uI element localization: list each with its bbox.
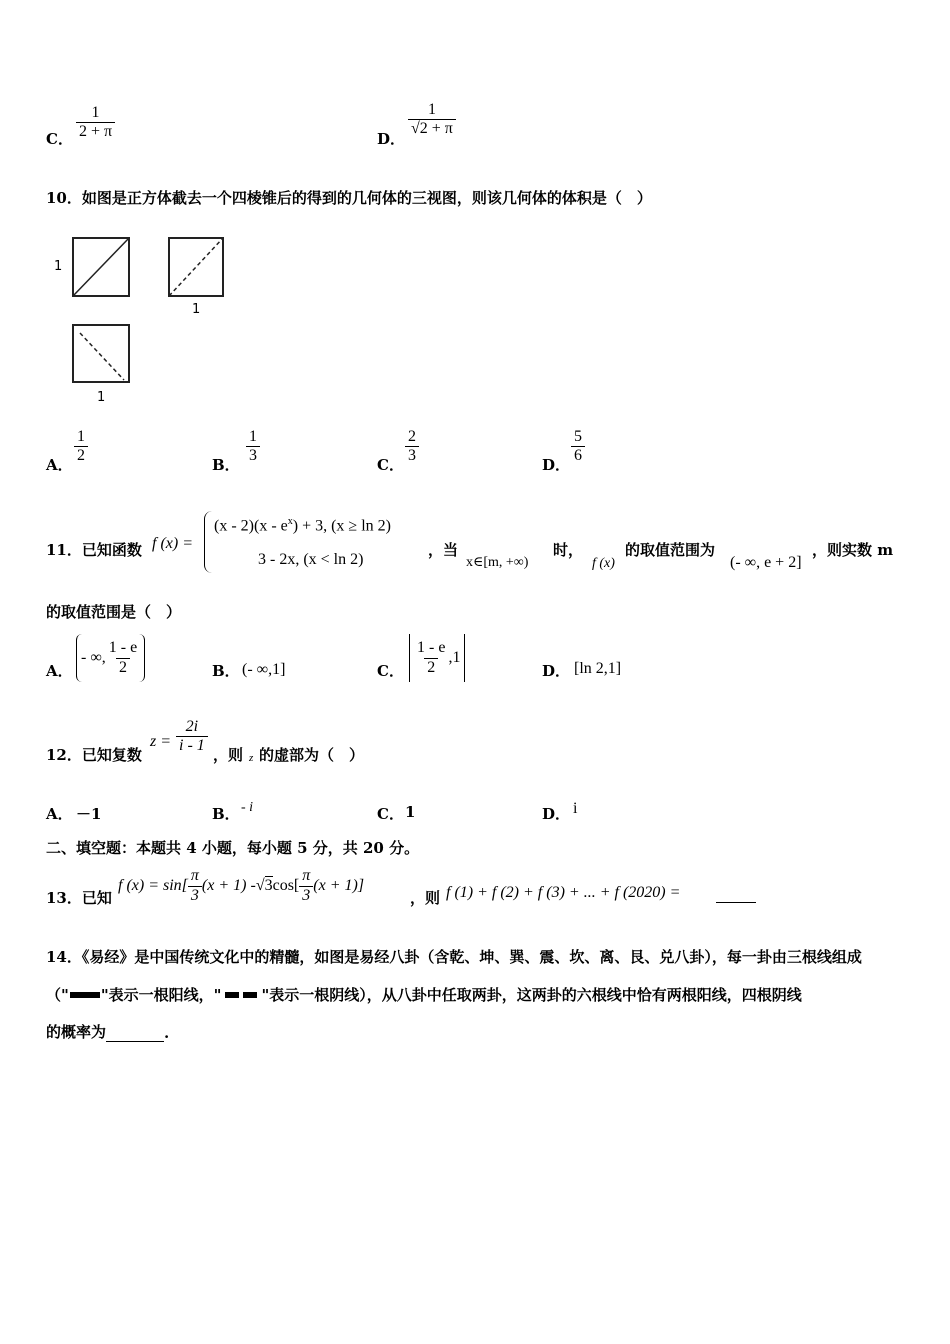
q11-function-name: f (x) = [152, 535, 193, 552]
q10-b-num: 1 [249, 428, 257, 445]
q13-answer-blank[interactable] [716, 902, 756, 903]
q10-d-den: 6 [571, 446, 585, 465]
q13-formula [118, 864, 364, 908]
front-view-diagonal [73, 238, 129, 296]
q11-range: (- ∞, e + 2] [730, 554, 802, 571]
q10-option-a-fraction [74, 428, 88, 466]
q13-pi-over-3-b: $\frac{\pi}{3}$ [299, 867, 313, 905]
q10-option-a-label: A． [46, 456, 73, 474]
q13-sum: f (1) + f (2) + f (3) + ... + f (2020) = [446, 884, 681, 901]
q9-option-d-fraction [408, 101, 456, 139]
q11-option-a-label: A． [46, 662, 73, 680]
q12-option-a-value: －1 [76, 805, 102, 823]
side-view-square [169, 238, 223, 296]
q11-tail: ，则实数 m [812, 541, 894, 559]
piecewise-brace [204, 511, 213, 573]
side-view-dimension: 1 [192, 302, 201, 317]
q12-fraction [176, 718, 208, 756]
q11-option-c-interval [409, 634, 465, 682]
q11-line2: 的取值范围是（ ） [46, 603, 182, 621]
q13-mid: (x + 1) - [201, 877, 256, 894]
q11-c-post: ,1 [448, 649, 461, 666]
q10-b-den: 3 [246, 446, 260, 465]
q9-c-denominator: 2 + π [76, 122, 115, 141]
q11-time: 时， [553, 541, 584, 559]
top-view-dashed-diagonal [80, 333, 124, 380]
q10-option-b-fraction [246, 428, 260, 466]
q9-c-numerator: 1 [91, 104, 100, 121]
q11-option-b-value: (- ∞,1] [242, 661, 286, 678]
q9-option-c-fraction [76, 104, 115, 142]
q12-option-d-value: i [573, 800, 578, 817]
q11-condition: x∈[m, +∞) [466, 555, 529, 570]
q14-line3 [46, 1021, 169, 1042]
q10-c-den: 3 [405, 446, 419, 465]
q12-option-c-label: C． [377, 805, 404, 823]
q10-a-den: 2 [74, 446, 88, 465]
q11-option-a-interval [76, 634, 145, 682]
q14-l3a: 的概率为 [46, 1023, 107, 1041]
q14-line1: 14．《易经》是中国传统文化中的精髓，如图是易经八卦（含乾、坤、巽、震、坎、离、艮、兑八卦），每一卦由三根线组成 [46, 948, 862, 966]
q13-pi-over-3-a: $\frac{\pi}{3}$ [188, 867, 202, 905]
q12-option-c-value: 1 [405, 803, 416, 821]
q13-sqrt: √3 [255, 877, 273, 894]
side-view-dashed-diagonal [169, 238, 223, 296]
q11-fx: f (x) [592, 556, 615, 571]
q11-option-d-label: D． [542, 662, 571, 680]
q12-prefix: 12．已知复数 [46, 746, 142, 764]
q12-den: i - 1 [176, 736, 208, 755]
q12-num: 2i [185, 718, 199, 735]
q10-option-b-label: B． [212, 456, 240, 474]
q9-option-c-label: C． [46, 130, 73, 148]
q9-d-numerator: 1 [427, 101, 436, 118]
q13-cos: cos[ [272, 877, 300, 894]
q13-prefix: 13．已知 [46, 889, 112, 907]
section-2-heading: 二、填空题：本题共 4 小题，每小题 5 分，共 20 分。 [46, 839, 420, 857]
q12-option-d-label: D． [542, 805, 571, 823]
q14-l2b: "表示一根阳线，" [100, 986, 222, 1004]
q10-c-num: 2 [408, 428, 416, 445]
q12-mid: ，则 [213, 746, 244, 764]
yang-line-icon [70, 992, 100, 998]
q10-option-c-label: C． [377, 456, 404, 474]
q14-l2a: （" [46, 986, 69, 1004]
q13-end: (x + 1)] [313, 877, 365, 894]
q11-when: ，当 [428, 541, 459, 559]
q11-case-2: 3 - 2x, (x < ln 2) [258, 551, 364, 568]
q10-option-c-fraction [405, 428, 419, 466]
q9-option-d-label: D． [377, 130, 406, 148]
q14-line2 [46, 984, 802, 1005]
q12-option-a-label: A． [46, 805, 73, 823]
q12-tail: 的虚部为（ ） [259, 746, 365, 764]
q12-z: z = [150, 733, 172, 750]
q11-option-c-label: C． [377, 662, 404, 680]
q13-then: ，则 [410, 889, 441, 907]
q10-option-d-fraction [571, 428, 585, 466]
q11-prefix: 11．已知函数 [46, 541, 142, 559]
three-view-figure [50, 230, 250, 410]
q11-a-fraction: $\frac{1 - e}{2}$ [108, 639, 138, 676]
q12-option-b-value: - i [241, 800, 254, 815]
q10-option-d-label: D． [542, 456, 571, 474]
q11-case-1: $(x - 2)(x - e^x) + 3$, (x ≥ ln 2) [214, 516, 391, 535]
q14-answer-blank[interactable] [106, 1027, 164, 1042]
q10-a-num: 1 [77, 428, 85, 445]
q11-option-b-label: B． [212, 662, 240, 680]
q14-l2c: "表示一根阴线），从八卦中任取两卦，这两卦的六根线中恰有两根阳线，四根阴线 [261, 986, 802, 1004]
q11-c-fraction: $\frac{1 - e}{2}$ [417, 639, 446, 676]
q12-z2: z [249, 752, 254, 764]
q10-d-num: 5 [574, 428, 582, 445]
q11-range-text: 的取值范围为 [625, 541, 716, 559]
q12-option-b-label: B． [212, 805, 240, 823]
q11-option-d-value: [ln 2,1] [574, 660, 622, 677]
q10-stem: 10．如图是正方体截去一个四棱锥后的得到的几何体的三视图，则该几何体的体积是（ ） [46, 189, 652, 207]
q13-f-pre: f (x) = sin[ [118, 877, 188, 894]
q14-l3b: . [164, 1024, 170, 1042]
top-view-dimension: 1 [97, 390, 106, 405]
front-view-dimension: 1 [54, 259, 63, 274]
q9-d-denominator: √2 + π [408, 119, 456, 138]
yin-line-icon [225, 992, 257, 998]
q11-a-pre: - ∞, [81, 649, 106, 666]
